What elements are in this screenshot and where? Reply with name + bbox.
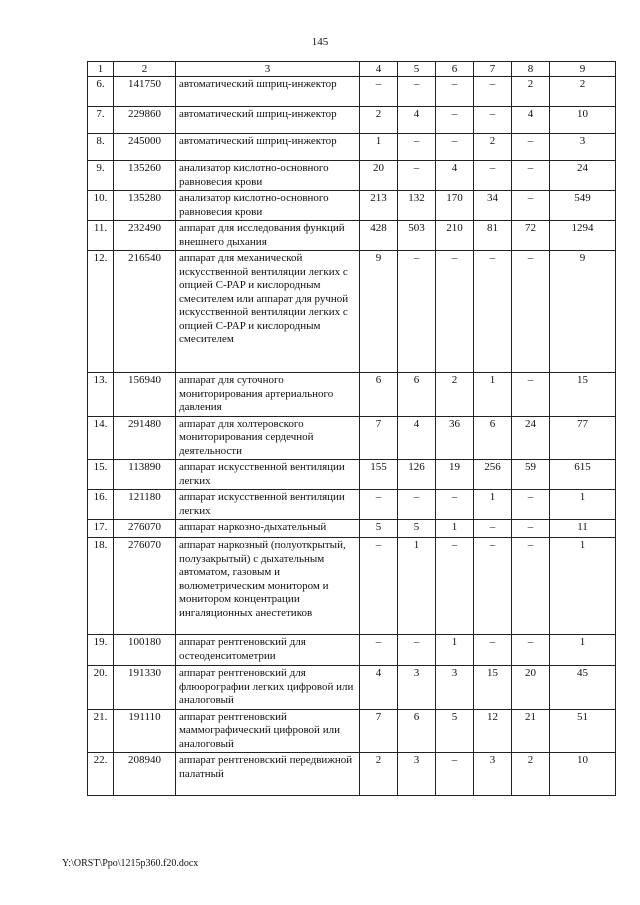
col7-cell: 81 <box>474 221 512 251</box>
row-number-cell: 7. <box>88 107 114 134</box>
name-cell: аппарат рентгеновский для флюорографии легких цифровой или аналоговый <box>176 666 360 710</box>
name-cell: аппарат наркозный (полуоткрытый, полузакрытый) с дыхательным автоматом, газовым и волюметрическим монитором и монитором концентрации ингаляционных анестетиков <box>176 538 360 635</box>
row-number-cell: 13. <box>88 373 114 417</box>
code-cell: 276070 <box>114 538 176 635</box>
table-row <box>88 134 616 161</box>
col4-cell: – <box>360 490 398 520</box>
col7-cell: – <box>474 251 512 373</box>
name-cell: аппарат искусственной вентиляции легких <box>176 460 360 490</box>
row-number-cell: 11. <box>88 221 114 251</box>
col8-cell: – <box>512 191 550 221</box>
name-cell: анализатор кислотно-основного равновесия крови <box>176 161 360 191</box>
col7-cell: 256 <box>474 460 512 490</box>
table-row <box>88 709 616 753</box>
name-cell: автоматический шприц-инжектор <box>176 77 360 107</box>
table-row <box>88 191 616 221</box>
row-number-cell: 20. <box>88 666 114 710</box>
col7-cell: – <box>474 520 512 538</box>
total-cell: 549 <box>550 191 616 221</box>
col7-cell: 1 <box>474 490 512 520</box>
table-row <box>88 635 616 666</box>
total-cell: 615 <box>550 460 616 490</box>
total-cell: 2 <box>550 77 616 107</box>
col7-cell: 34 <box>474 191 512 221</box>
header-cell: 8 <box>512 62 550 77</box>
col4-cell: 9 <box>360 251 398 373</box>
col6-cell: – <box>436 107 474 134</box>
col8-cell: – <box>512 635 550 666</box>
col5-cell: – <box>398 161 436 191</box>
table-row <box>88 251 616 373</box>
name-cell: автоматический шприц-инжектор <box>176 134 360 161</box>
total-cell: 45 <box>550 666 616 710</box>
header-cell: 3 <box>176 62 360 77</box>
code-cell: 232490 <box>114 221 176 251</box>
name-cell: аппарат рентгеновский для остеоденситометрии <box>176 635 360 666</box>
col6-cell: – <box>436 538 474 635</box>
col5-cell: 4 <box>398 416 436 460</box>
total-cell: 1 <box>550 538 616 635</box>
col5-cell: 4 <box>398 107 436 134</box>
code-cell: 113890 <box>114 460 176 490</box>
col8-cell: 2 <box>512 753 550 796</box>
col7-cell: 1 <box>474 373 512 417</box>
col5-cell: – <box>398 490 436 520</box>
row-number-cell: 9. <box>88 161 114 191</box>
row-number-cell: 12. <box>88 251 114 373</box>
col7-cell: 6 <box>474 416 512 460</box>
col5-cell: 5 <box>398 520 436 538</box>
total-cell: 24 <box>550 161 616 191</box>
code-cell: 141750 <box>114 77 176 107</box>
col4-cell: 428 <box>360 221 398 251</box>
col8-cell: – <box>512 538 550 635</box>
table-row <box>88 490 616 520</box>
name-cell: аппарат для исследования функций внешнего дыхания <box>176 221 360 251</box>
table-row <box>88 161 616 191</box>
col5-cell: – <box>398 77 436 107</box>
header-cell: 6 <box>436 62 474 77</box>
code-cell: 191330 <box>114 666 176 710</box>
col4-cell: 213 <box>360 191 398 221</box>
col5-cell: – <box>398 134 436 161</box>
col5-cell: – <box>398 635 436 666</box>
col6-cell: 19 <box>436 460 474 490</box>
col4-cell: 4 <box>360 666 398 710</box>
col4-cell: 20 <box>360 161 398 191</box>
col8-cell: 2 <box>512 77 550 107</box>
col6-cell: 170 <box>436 191 474 221</box>
col8-cell: 20 <box>512 666 550 710</box>
row-number-cell: 22. <box>88 753 114 796</box>
code-cell: 191110 <box>114 709 176 753</box>
col6-cell: – <box>436 77 474 107</box>
code-cell: 276070 <box>114 520 176 538</box>
col6-cell: – <box>436 251 474 373</box>
col5-cell: 132 <box>398 191 436 221</box>
col5-cell: 1 <box>398 538 436 635</box>
total-cell: 11 <box>550 520 616 538</box>
col8-cell: – <box>512 161 550 191</box>
row-number-cell: 16. <box>88 490 114 520</box>
name-cell: аппарат рентгеновский маммографический цифровой или аналоговый <box>176 709 360 753</box>
name-cell: аппарат искусственной вентиляции легких <box>176 490 360 520</box>
col4-cell: 1 <box>360 134 398 161</box>
name-cell: аппарат для холтеровского мониторирования сердечной деятельности <box>176 416 360 460</box>
row-number-cell: 10. <box>88 191 114 221</box>
col6-cell: 4 <box>436 161 474 191</box>
total-cell: 1294 <box>550 221 616 251</box>
name-cell: аппарат рентгеновский передвижной палатный <box>176 753 360 796</box>
code-cell: 121180 <box>114 490 176 520</box>
table-row <box>88 77 616 107</box>
code-cell: 216540 <box>114 251 176 373</box>
table-row <box>88 416 616 460</box>
row-number-cell: 8. <box>88 134 114 161</box>
footer-file-path: Y:\ORST\Ppo\1215p360.f20.docx <box>62 858 199 869</box>
col8-cell: 21 <box>512 709 550 753</box>
table-row <box>88 221 616 251</box>
col6-cell: 3 <box>436 666 474 710</box>
col5-cell: 3 <box>398 666 436 710</box>
col4-cell: 6 <box>360 373 398 417</box>
row-number-cell: 14. <box>88 416 114 460</box>
total-cell: 3 <box>550 134 616 161</box>
table-row <box>88 753 616 796</box>
col6-cell: – <box>436 134 474 161</box>
col6-cell: 210 <box>436 221 474 251</box>
col8-cell: 59 <box>512 460 550 490</box>
name-cell: аппарат наркозно-дыхательный <box>176 520 360 538</box>
name-cell: аппарат для суточного мониторирования артериального давления <box>176 373 360 417</box>
col4-cell: 2 <box>360 753 398 796</box>
col6-cell: – <box>436 753 474 796</box>
code-cell: 156940 <box>114 373 176 417</box>
total-cell: 51 <box>550 709 616 753</box>
col6-cell: 5 <box>436 709 474 753</box>
table-row <box>88 520 616 538</box>
total-cell: 10 <box>550 753 616 796</box>
table-row <box>88 107 616 134</box>
total-cell: 10 <box>550 107 616 134</box>
col6-cell: – <box>436 490 474 520</box>
total-cell: 1 <box>550 635 616 666</box>
row-number-cell: 15. <box>88 460 114 490</box>
total-cell: 77 <box>550 416 616 460</box>
code-cell: 135280 <box>114 191 176 221</box>
equipment-table <box>87 61 616 796</box>
col7-cell: – <box>474 161 512 191</box>
row-number-cell: 19. <box>88 635 114 666</box>
col8-cell: – <box>512 520 550 538</box>
col7-cell: 12 <box>474 709 512 753</box>
col8-cell: 24 <box>512 416 550 460</box>
code-cell: 100180 <box>114 635 176 666</box>
col5-cell: 6 <box>398 373 436 417</box>
col5-cell: 3 <box>398 753 436 796</box>
col4-cell: – <box>360 635 398 666</box>
col7-cell: – <box>474 107 512 134</box>
col7-cell: 3 <box>474 753 512 796</box>
total-cell: 9 <box>550 251 616 373</box>
code-cell: 135260 <box>114 161 176 191</box>
header-cell: 2 <box>114 62 176 77</box>
col6-cell: 2 <box>436 373 474 417</box>
col5-cell: 126 <box>398 460 436 490</box>
col4-cell: 5 <box>360 520 398 538</box>
col4-cell: – <box>360 77 398 107</box>
col4-cell: 2 <box>360 107 398 134</box>
col4-cell: 7 <box>360 709 398 753</box>
col7-cell: – <box>474 77 512 107</box>
col4-cell: – <box>360 538 398 635</box>
col6-cell: 1 <box>436 635 474 666</box>
col8-cell: – <box>512 251 550 373</box>
name-cell: автоматический шприц-инжектор <box>176 107 360 134</box>
col8-cell: 72 <box>512 221 550 251</box>
header-cell: 7 <box>474 62 512 77</box>
name-cell: анализатор кислотно-основного равновесия крови <box>176 191 360 221</box>
col7-cell: 2 <box>474 134 512 161</box>
total-cell: 1 <box>550 490 616 520</box>
header-cell: 9 <box>550 62 616 77</box>
col8-cell: – <box>512 490 550 520</box>
table-row <box>88 373 616 417</box>
row-number-cell: 6. <box>88 77 114 107</box>
table-row <box>88 460 616 490</box>
total-cell: 15 <box>550 373 616 417</box>
col8-cell: 4 <box>512 107 550 134</box>
col4-cell: 155 <box>360 460 398 490</box>
code-cell: 245000 <box>114 134 176 161</box>
code-cell: 291480 <box>114 416 176 460</box>
row-number-cell: 21. <box>88 709 114 753</box>
col8-cell: – <box>512 134 550 161</box>
col8-cell: – <box>512 373 550 417</box>
row-number-cell: 18. <box>88 538 114 635</box>
table-row <box>88 666 616 710</box>
name-cell: аппарат для механической искусственной вентиляции легких с опцией C-PAP и кислородным смесителем или аппарат для ручной искусственной вентиляции легких с опцией C-PAP и кислородным смесителем <box>176 251 360 373</box>
col4-cell: 7 <box>360 416 398 460</box>
table-header-row <box>88 62 616 77</box>
code-cell: 208940 <box>114 753 176 796</box>
header-cell: 5 <box>398 62 436 77</box>
col7-cell: – <box>474 635 512 666</box>
col7-cell: – <box>474 538 512 635</box>
row-number-cell: 17. <box>88 520 114 538</box>
col5-cell: 6 <box>398 709 436 753</box>
col5-cell: 503 <box>398 221 436 251</box>
col5-cell: – <box>398 251 436 373</box>
header-cell: 4 <box>360 62 398 77</box>
col6-cell: 36 <box>436 416 474 460</box>
table-row <box>88 538 616 635</box>
header-cell: 1 <box>88 62 114 77</box>
col6-cell: 1 <box>436 520 474 538</box>
col7-cell: 15 <box>474 666 512 710</box>
page-number: 145 <box>311 36 329 48</box>
code-cell: 229860 <box>114 107 176 134</box>
